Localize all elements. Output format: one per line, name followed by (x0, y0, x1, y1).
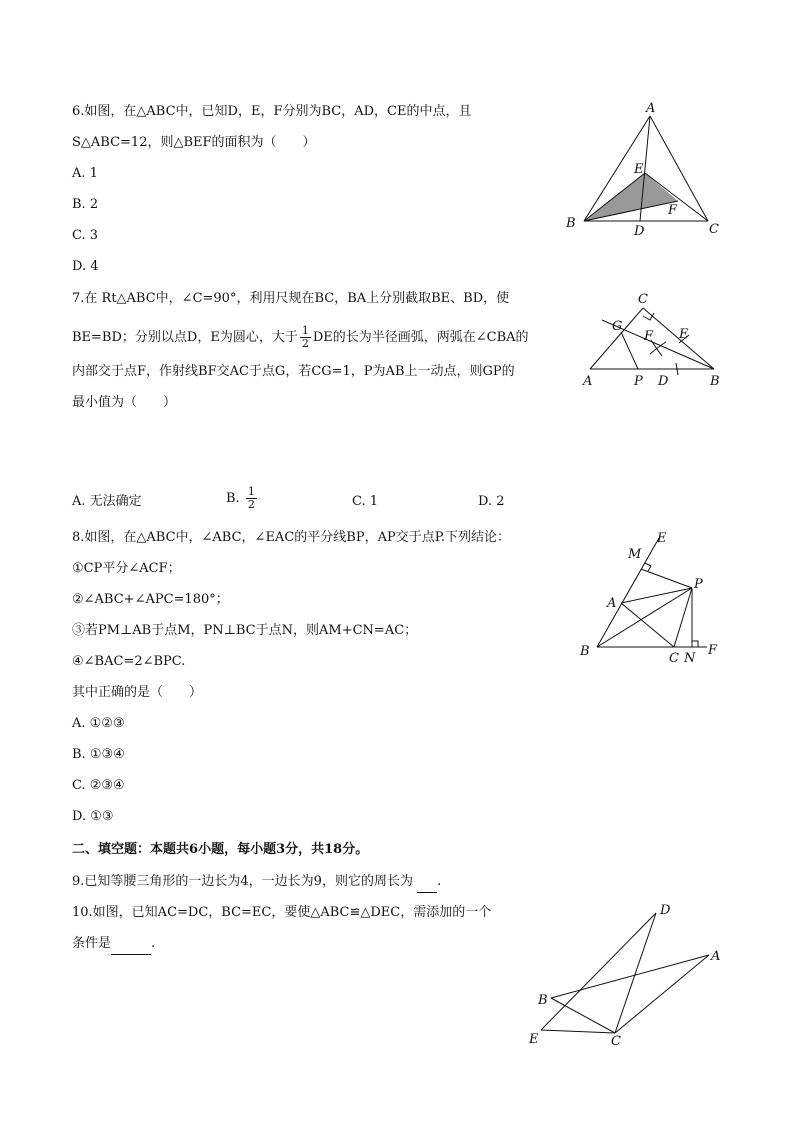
q7-label-b: B (710, 374, 720, 389)
q7-figure (580, 290, 730, 395)
q7-stem-line1: 7.在 Rt△ABC中，∠C=90°，利用尺规在BC，BA上分别截取BE、BD，使 (72, 291, 510, 306)
q9-end: . (437, 874, 442, 889)
q7-fraction-half (300, 325, 311, 350)
q7-option-b-den: 2 (247, 498, 255, 511)
q10-line2-text: 条件是 (72, 936, 112, 951)
q7-option-b-fraction (246, 486, 257, 511)
q7-stem-line2-part2: DE的长为半径画弧，两弧在∠CBA的 (312, 330, 529, 345)
q6-label-e: E (634, 162, 644, 177)
q8-label-a: A (607, 596, 617, 611)
q6-option-b: B. 2 (72, 197, 99, 212)
q7-label-g: G (612, 319, 623, 334)
q8-statement-4: ④∠BAC=2∠BPC. (72, 654, 186, 669)
q10-label-a: A (711, 949, 721, 964)
q6-stem-line2: S△ABC=12，则△BEF的面积为（ ） (72, 135, 316, 150)
q6-label-c: C (709, 222, 719, 237)
q7-option-c: C. 1 (352, 494, 379, 509)
q8-label-e: E (657, 531, 667, 546)
q7-option-a: A. 无法确定 (72, 494, 142, 509)
section2-heading (72, 840, 368, 860)
q7-label-a: A (583, 374, 593, 389)
q7-stem-line4: 最小值为（ ） (72, 395, 177, 410)
q8-question: 其中正确的是（ ） (72, 685, 203, 700)
q8-option-c: C. ②③④ (72, 778, 125, 793)
q10-label-c: C (611, 1034, 621, 1049)
section2-suffix: 分。 (342, 842, 369, 857)
q8-label-n: N (684, 651, 696, 666)
q9-answer-blank[interactable] (417, 872, 437, 893)
q8-label-b: B (580, 644, 590, 659)
q6-label-b: B (566, 216, 576, 231)
q7-stem-line3: 内部交于点F，作射线BF交AC于点G，若CG=1，P为AB上一动点，则GP的 (72, 364, 515, 379)
section2-points-each: 3 (276, 842, 286, 857)
q7-label-e: E (679, 327, 689, 342)
q10-label-d: D (660, 903, 671, 918)
q8-label-m: M (628, 547, 642, 562)
section2-mid1: 小题，每小题 (198, 842, 277, 857)
q7-stem-line2-part1: BE=BD；分别以点D，E为圆心，大于 (72, 330, 298, 345)
q7-option-d: D. 2 (478, 494, 505, 509)
q10-label-e: E (529, 1032, 539, 1047)
q6-option-a: A. 1 (72, 166, 98, 181)
section2-count: 6 (189, 842, 199, 857)
q7-option-b-prefix: B. (226, 491, 240, 506)
q7-option-b (226, 486, 259, 511)
q8-label-c: C (669, 651, 679, 666)
q10-stem-line1: 10.如图，已知AC=DC，BC=EC，要使△ABC≌△DEC，需添加的一个 (72, 905, 492, 920)
q8-statement-2: ②∠ABC+∠APC=180°； (72, 592, 229, 607)
section2-prefix: 二、填空题：本题共 (72, 842, 190, 857)
q7-label-p: P (634, 374, 643, 389)
q7-frac-den: 2 (301, 337, 309, 350)
q7-stem-line2 (72, 325, 529, 350)
q8-label-f: F (708, 643, 718, 658)
q6-option-c: C. 3 (72, 228, 99, 243)
q8-option-d: D. ①③ (72, 809, 114, 824)
q10-stem-line2 (72, 934, 155, 955)
section2-mid2: 分，共 (285, 842, 325, 857)
q6-label-f: F (668, 203, 678, 218)
q8-option-b: B. ①③④ (72, 747, 125, 762)
q10-figure (525, 900, 730, 1050)
q8-figure (575, 530, 725, 665)
q8-label-p: P (694, 577, 703, 592)
q7-option-b-num: 1 (247, 485, 255, 498)
q9-stem (72, 872, 441, 893)
q6-option-d: D. 4 (72, 259, 99, 274)
q8-option-a: A. ①②③ (72, 716, 125, 731)
q7-label-f: F (644, 329, 654, 344)
q7-frac-num: 1 (301, 324, 309, 337)
q10-label-b: B (538, 993, 548, 1008)
q10-answer-blank[interactable] (111, 934, 151, 955)
q6-stem-line1: 6.如图，在△ABC中，已知D，E，F分别为BC，AD，CE的中点，且 (72, 104, 472, 119)
q6-figure (560, 100, 730, 240)
q7-label-c: C (638, 292, 648, 307)
q8-statement-1: ①CP平分∠ACF； (72, 561, 181, 576)
q6-label-d: D (634, 224, 645, 239)
q7-label-d: D (658, 374, 669, 389)
q8-stem-line1: 8.如图，在△ABC中，∠ABC，∠EAC的平分线BP，AP交于点P.下列结论： (72, 530, 510, 545)
q9-text: 9.已知等腰三角形的一边长为4，一边长为9，则它的周长为 (72, 874, 413, 889)
q6-label-a: A (646, 101, 656, 116)
q8-statement-3: ③若PM⊥AB于点M，PN⊥BC于点N，则AM+CN=AC； (72, 623, 418, 638)
section2-total: 18 (324, 842, 343, 857)
q10-end: . (151, 936, 156, 951)
